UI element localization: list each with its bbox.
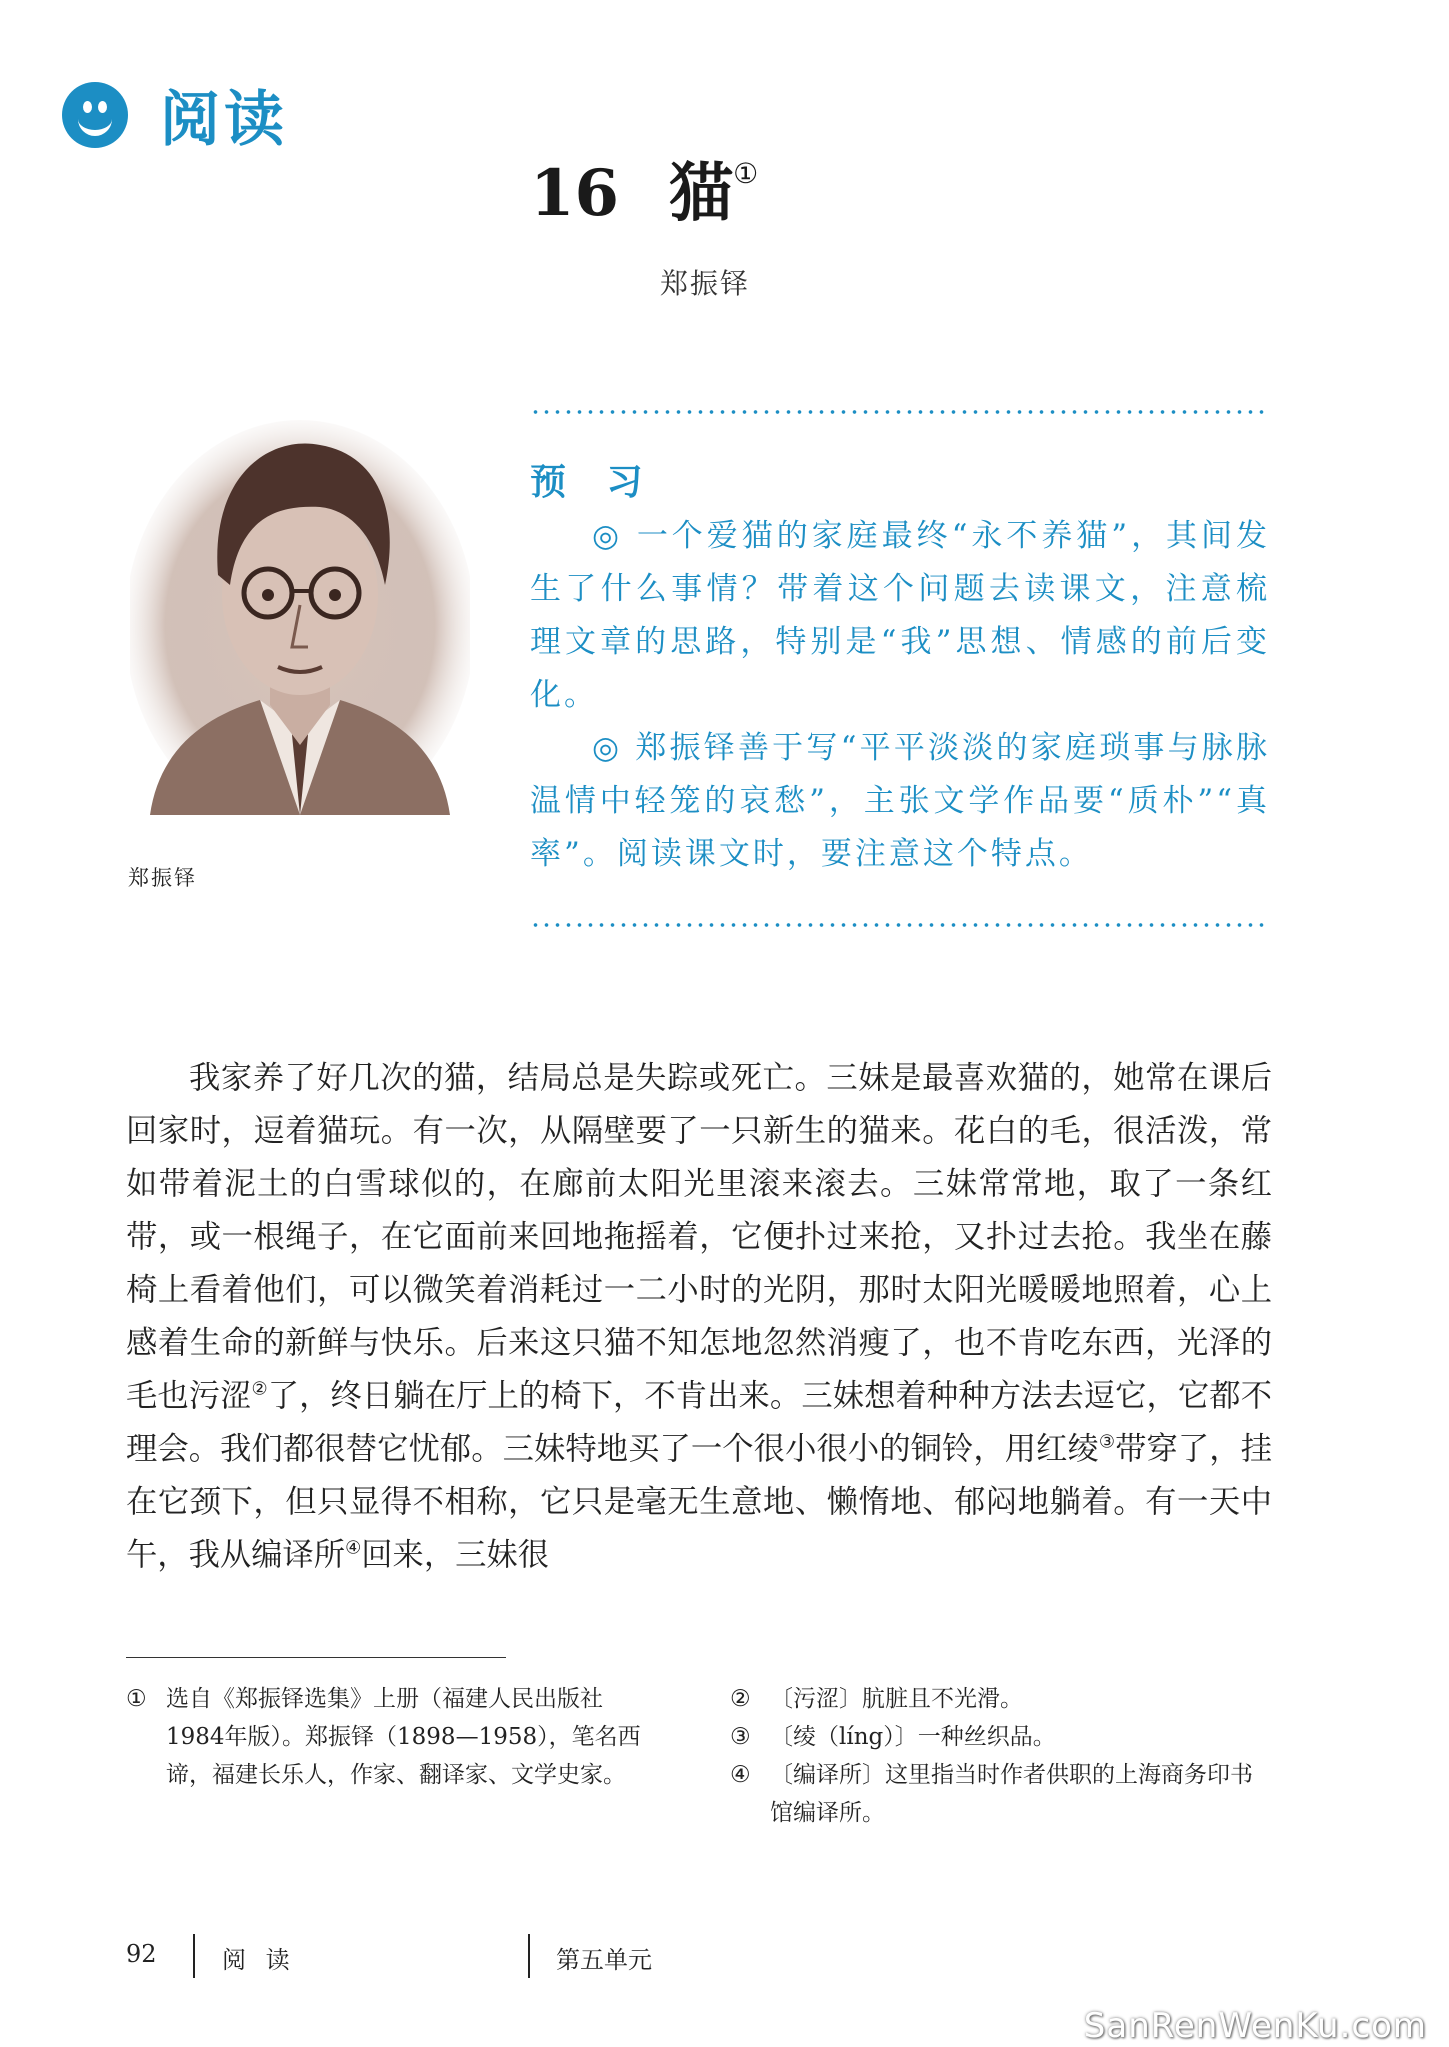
preview-paragraph: ◎ 郑振铎善于写“平平淡淡的家庭琐事与脉脉温情中轻笼的哀愁”，主张文学作品要“质朴”“真率”。阅读课文时，要注意这个特点。 [530, 730, 1270, 872]
section-title: 阅读 [160, 85, 288, 155]
lesson-note-mark: ① [733, 157, 759, 190]
portrait-caption: 郑振铎 [128, 866, 197, 890]
lesson-name: 猫 [669, 156, 734, 231]
footer-section: 阅 读 [222, 1946, 296, 1974]
footer-divider [193, 1934, 195, 1978]
dotted-divider-bottom [530, 923, 1270, 927]
footnote: ① 选自《郑振铎选集》上册（福建人民出版社 1984年版）。郑振铎（1898—1958），笔名西谛，福建长乐人，作家、翻译家、文学史家。 [126, 1686, 641, 1788]
author-portrait [130, 415, 470, 815]
footnote-ref: ② [251, 1378, 268, 1400]
footnote-ref: ③ [1098, 1431, 1116, 1453]
footnote: ② 〔污涩〕肮脏且不光滑。 [730, 1686, 1023, 1712]
footnote: ③ 〔绫（líng）〕一种丝织品。 [730, 1724, 1056, 1750]
preview-box [530, 410, 1270, 927]
lesson-title [530, 142, 758, 234]
page-number: 92 [126, 1940, 157, 1968]
footer-divider [528, 1934, 530, 1978]
author-name: 郑振铎 [660, 267, 751, 300]
body-paragraph: 我家养了好几次的猫，结局总是失踪或死亡。三妹是最喜欢猫的，她常在课后回家时，逗着猫玩。有一次，从隔壁要了一只新生的猫来。花白的毛，很活泼，常如带着泥土的白雪球似的，在廊前太阳光里滚来滚去。三妹常常地，取了一条红带，或一根绳子，在它面前来回地拖摇着，它便扑过来抢，又扑过去抢。我坐在藤椅上看着他们，可以微笑着消耗过一二小时的光阴，那时太阳光暖暖地照着，心上感着生命的新鲜与快乐。后来这只猫不知怎地忽然消瘦了，也不肯吃东西，光泽的毛也污涩②了，终日躺在厅上的椅下，不肯出来。三妹想着种种方法去逗它，它都不理会。我们都很替它忧郁。三妹特地买了一个很小很小的铜铃，用红绫③带穿了，挂在它颈下，但只显得不相称，它只是毫无生意地、懒惰地、郁闷地躺着。有一天中午，我从编译所④回来，三妹很 [126, 1060, 1272, 1573]
smiley-icon [62, 82, 128, 148]
page-footer [0, 1934, 1449, 1980]
footnote-ref: ④ [345, 1537, 362, 1559]
footnote: ④ 〔编译所〕这里指当时作者供职的上海商务印书馆编译所。 [730, 1762, 1253, 1826]
section-header [62, 72, 288, 158]
footnotes-right [730, 1680, 1275, 1832]
preview-title: 预 习 [530, 461, 657, 503]
watermark: SanRenWenKu.com [1083, 2006, 1427, 2046]
footnotes-left [126, 1680, 666, 1794]
footnote-rule [126, 1657, 506, 1658]
lesson-number: 16 [530, 156, 620, 231]
main-text [126, 1052, 1272, 1582]
preview-paragraph: ◎ 一个爱猫的家庭最终“永不养猫”，其间发生了什么事情？带着这个问题去读课文，注意梳理文章的思路，特别是“我”思想、情感的前后变化。 [530, 518, 1270, 713]
footer-unit: 第五单元 [556, 1946, 652, 1974]
